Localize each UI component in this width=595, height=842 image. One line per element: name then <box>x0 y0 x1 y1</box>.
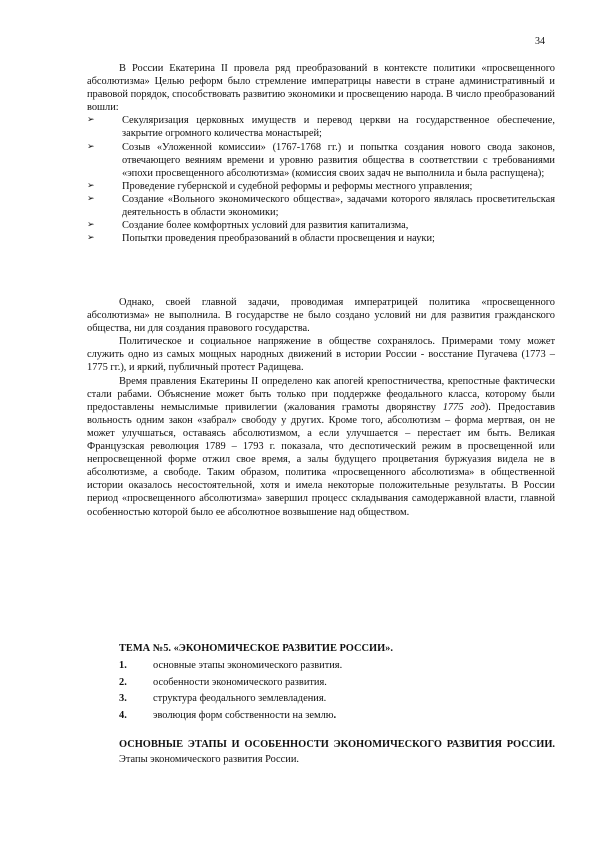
section-subheading: Этапы экономического развития России. <box>119 754 300 766</box>
topic-item: 4. эволюция форм собственности на землю. <box>119 709 337 721</box>
bullet-arrow-icon: ➢ <box>87 115 95 126</box>
bullet-arrow-icon: ➢ <box>87 233 95 244</box>
topic-block <box>87 642 555 725</box>
section-heading: ОСНОВНЫЕ ЭТАПЫ И ОСОБЕННОСТИ ЭКОНОМИЧЕСКОГО РАЗВИТИЯ РОССИИ. <box>119 739 555 750</box>
list-item: ➢ Созыв «Уложенной комиссии» (1767-1768 гг.) и попытка создания нового свода законов, отвечающего веяниям времени и уровню развития общества в соответствии с требованиями «эпохи просвещенного абсолютизма» (комиссия своих задач не выполнила и была распущена); <box>87 141 555 179</box>
list-item: ➢ Создание «Вольного экономического общества», задачами которого являлась просветительская деятельность в области экономики; <box>87 193 555 219</box>
intro-paragraph: В России Екатерина II провела ряд преобразований в контексте политики «просвещенного абсолютизма» Целью реформ было стремление императрицы навести в стране административный и правовой порядок, способствовать развитию экономики и просвещению народа. В число преобразований вошли: <box>87 63 555 114</box>
paragraph: Однако, своей главной задачи, проводимая императрицей политика «просвещенного абсолютизма» не выполнила. В государстве не было создано условий ни для развития гражданского общества, ни для создания правового государства. <box>87 297 555 335</box>
list-item: ➢ Проведение губернской и судебной реформы и реформы местного управления; <box>87 180 473 192</box>
topic-heading: ТЕМА №5. «ЭКОНОМИЧЕСКОЕ РАЗВИТИЕ РОССИИ». <box>119 643 393 654</box>
bullet-arrow-icon: ➢ <box>87 193 95 204</box>
bullet-arrow-icon: ➢ <box>87 141 95 152</box>
list-item: ➢ Создание более комфортных условий для развития капитализма, <box>87 220 409 232</box>
reform-list <box>87 114 555 245</box>
analysis-block <box>87 296 555 519</box>
topic-item: 2. особенности экономического развития. <box>119 676 327 688</box>
intro-block <box>87 62 555 245</box>
paragraph: Политическое и социальное напряжение в обществе сохранялось. Примерами тому может служить одно из самых мощных народных движений в истории России - восстание Пугачева (1773 – 1775 гг.), и яркий, публичный протест Радищева. <box>87 336 555 374</box>
topic-item: 3. структура феодального землевладения. <box>119 693 327 705</box>
paragraph: Время правления Екатерины II определено как апогей крепостничества, крепостные фактически стали рабами. Объяснение может быть только при поддержке феодального класса, которому были предоставлены немыслимые привилегии (жалования грамоты дворянству 1775 год). Предоставив вольность одним закон «забрал» свободу у других. Кроме того, абсолютизм – форма мертвая, он не может улучшаться, оставаясь абсолютизмом, а если улучшается – перестает им быть. Великая Французская революция 1789 – 1793 г. показала, что деспотический режим в просвещенной или непросвещенной форме отжил свое время, а залы будущего процветания буржуазия видела не в абсолютизме, а свободе. Таким образом, политика «просвещенного абсолютизма» в общественной истории оказалось несостоятельной, хотя и имела некоторые положительные результаты. В России период «просвещенного абсолютизма» завершил процесс складывания самодержавной власти, главной особенностью которой было ее абсолютное возвышение над обществом. <box>87 375 555 518</box>
bullet-arrow-icon: ➢ <box>87 180 95 191</box>
bullet-arrow-icon: ➢ <box>87 220 95 231</box>
list-item: ➢ Попытки проведения преобразований в области просвещения и науки; <box>87 233 435 245</box>
section-block <box>87 738 555 766</box>
page-number: 34 <box>535 36 545 47</box>
list-item: ➢ Секуляризация церковных имуществ и перевод церкви на государственное обеспечение, закрытие огромного количества монастырей; <box>87 115 555 140</box>
topic-item: 1. основные этапы экономического развития. <box>119 660 343 672</box>
year-italic: 1775 год <box>442 401 485 413</box>
